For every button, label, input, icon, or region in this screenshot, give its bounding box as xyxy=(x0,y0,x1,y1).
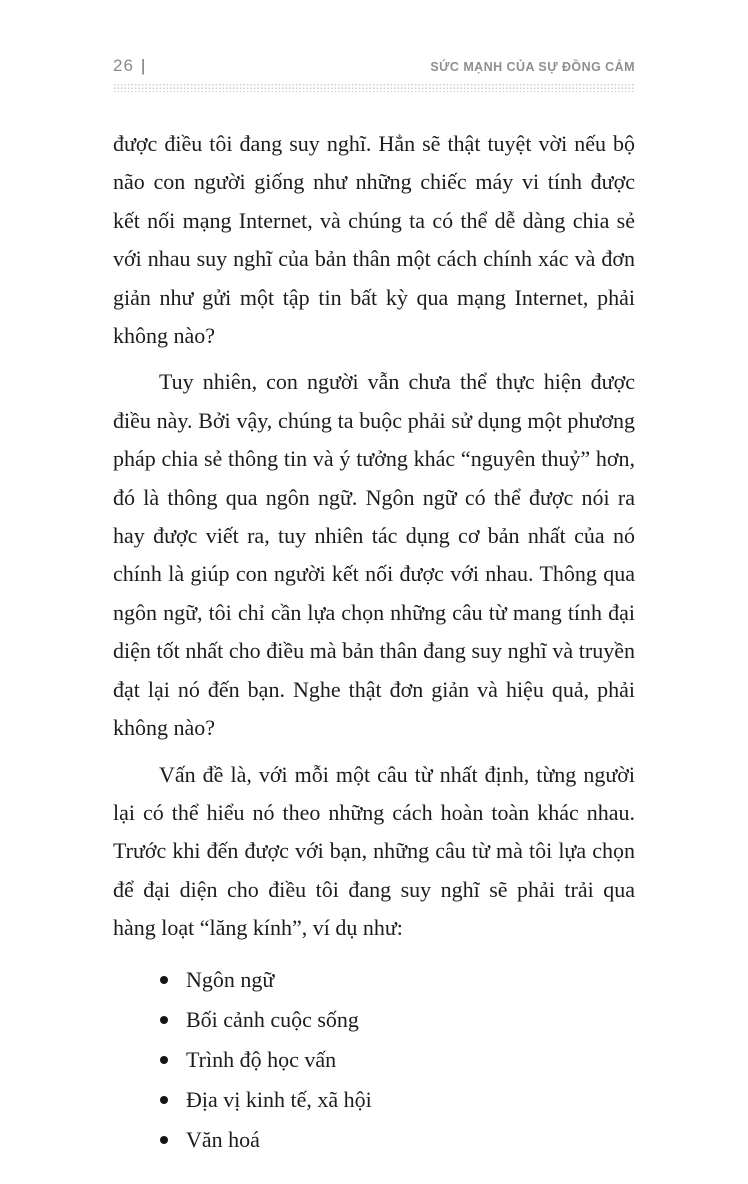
header-row xyxy=(113,56,635,76)
list-item-text: Bối cảnh cuộc sống xyxy=(186,1006,359,1032)
page-header xyxy=(113,56,635,92)
page-body xyxy=(113,125,635,1160)
bullet-list xyxy=(113,960,635,1160)
list-item xyxy=(160,960,635,1000)
bullet-icon xyxy=(160,1056,168,1064)
list-item-text: Ngôn ngữ xyxy=(186,966,275,992)
list-item xyxy=(160,1040,635,1080)
paragraph-1: được điều tôi đang suy nghĩ. Hẳn sẽ thật tuyệt vời nếu bộ não con người giống như những chiếc máy vi tính được kết nối mạng Internet, và chúng ta có thể dễ dàng chia sẻ với nhau suy nghĩ của bản thân một cách chính xác và đơn giản như gửi một tập tin bất kỳ qua mạng Internet, phải không nào? xyxy=(113,131,635,349)
list-item xyxy=(160,1000,635,1040)
bullet-icon xyxy=(160,1136,168,1144)
page-number-value: 26 xyxy=(113,56,134,75)
header-decorative-band xyxy=(113,83,635,92)
page-number-divider: | xyxy=(140,56,147,75)
page-number xyxy=(113,56,146,76)
bullet-icon xyxy=(160,1016,168,1024)
bullet-icon xyxy=(160,976,168,984)
list-item-text: Địa vị kinh tế, xã hội xyxy=(186,1086,372,1112)
paragraph-2: Tuy nhiên, con người vẫn chưa thể thực hiện được điều này. Bởi vậy, chúng ta buộc phải sử dụng một phương pháp chia sẻ thông tin và ý tưởng khác “nguyên thuỷ” hơn, đó là thông qua ngôn ngữ. Ngôn ngữ có thể được nói ra hay được viết ra, tuy nhiên tác dụng cơ bản nhất của nó chính là giúp con người kết nối được với nhau. Thông qua ngôn ngữ, tôi chỉ cần lựa chọn những câu từ mang tính đại diện tốt nhất cho điều mà bản thân đang suy nghĩ và truyền đạt lại nó đến bạn. Nghe thật đơn giản và hiệu quả, phải không nào? xyxy=(113,369,635,741)
list-item xyxy=(160,1120,635,1160)
list-item-text: Trình độ học vấn xyxy=(186,1046,337,1072)
running-title: SỨC MẠNH CỦA SỰ ĐỒNG CẢM xyxy=(430,60,635,74)
list-item xyxy=(160,1080,635,1120)
paragraph-3: Vấn đề là, với mỗi một câu từ nhất định, từng người lại có thể hiểu nó theo những cách hoàn toàn khác nhau. Trước khi đến được với bạn, những câu từ mà tôi lựa chọn để đại diện cho điều tôi đang suy nghĩ sẽ phải trải qua hàng loạt “lăng kính”, ví dụ như: xyxy=(113,761,635,941)
bullet-icon xyxy=(160,1096,168,1104)
list-item-text: Văn hoá xyxy=(186,1126,260,1152)
